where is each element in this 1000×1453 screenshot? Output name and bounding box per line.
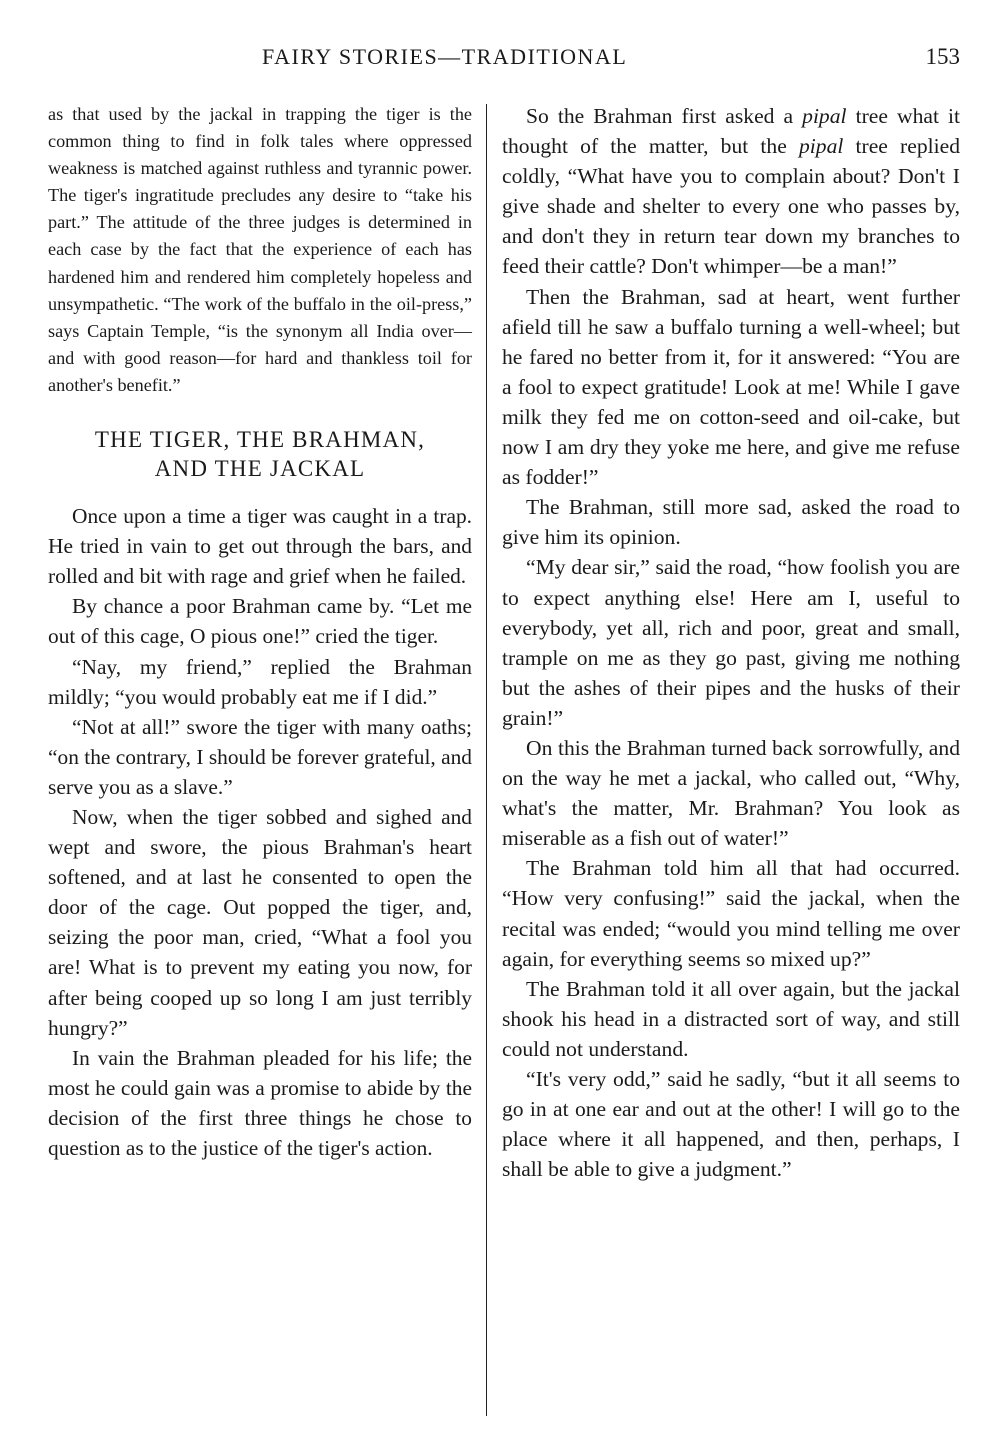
paragraph: The Brahman told him all that had occurred. “How very confusing!” said the jackal, when the recital was ended; “would you mind telling me over again, for everything seems so mixed up?” <box>502 856 960 971</box>
paragraph: Now, when the tiger sobbed and sighed and wept and swore, the pious Brahman's heart softened, and at last he consented to open the door of the cage. Out popped the tiger, and, seizing the poor man, cried, “What a fool you are! What is to prevent my eating you now, for after being cooped up so long I am just terribly hungry?” <box>48 804 472 1040</box>
text-run: So the Brahman first asked a <box>526 104 803 128</box>
paragraph: “My dear sir,” said the road, “how foolish you are to expect anything else! Here am I, useful to everybody, yet all, rich and poor, great and small, trample on me as they go past, giving me nothing but the ashes of their pipes and the husks of their grain!” <box>502 555 960 730</box>
paragraph: “It's very odd,” said he sadly, “but it all seems to go in at one ear and out at the other! I will go to the place where it all happened, and then, perhaps, I shall be able to give a judgment.” <box>502 1067 960 1182</box>
column-divider <box>486 104 487 1416</box>
paragraph: By chance a poor Brahman came by. “Let me out of this cage, O pious one!” cried the tiger. <box>48 594 472 649</box>
running-title: FAIRY STORIES—TRADITIONAL <box>262 44 628 69</box>
left-column <box>48 101 472 1163</box>
paragraph: “Nay, my friend,” replied the Brahman mildly; “you would probably eat me if I did.” <box>48 654 472 709</box>
paragraph: Then the Brahman, sad at heart, went further afield till he saw a buffalo turning a well-wheel; but he fared no better from it, for it answered: “You are a fool to expect gratitude! Look at me! While I gave milk they fed me on cotton-seed and oil-cake, but now I am dry they yoke me here, and give me refuse as fodder!” <box>502 284 960 490</box>
right-column <box>502 101 960 1184</box>
page-header <box>0 44 1000 80</box>
story-title-line-2: AND THE JACKAL <box>154 456 366 482</box>
paragraph: On this the Brahman turned back sorrowfully, and on the way he met a jackal, who called out, “Why, what's the matter, Mr. Brahman? You look as miserable as a fish out of water!” <box>502 735 960 851</box>
italic-word: pipal <box>802 104 847 128</box>
paragraph: In vain the Brahman pleaded for his life; the most he could gain was a promise to abide by the decision of the first three things he chose to question as to the justice of the tiger's action. <box>48 1045 472 1160</box>
text-run: tree replied coldly, “What have you to complain about? Don't I give shade and shelter to every one who passes by, and don't they in return tear down my branches to feed their cattle? Don't whimper—be a man!” <box>502 134 961 279</box>
text-run: tree what it thought of the matter, but the <box>502 104 960 159</box>
paragraph: “Not at all!” swore the tiger with many oaths; “on the contrary, I should be forever grateful, and serve you as a slave.” <box>48 714 472 799</box>
paragraph: Once upon a time a tiger was caught in a trap. He tried in vain to get out through the bars, and rolled and bit with rage and grief when he failed. <box>48 504 472 589</box>
footnote-text: as that used by the jackal in trapping the tiger is the common thing to find in folk tales where oppressed weakness is matched against ruthless and tyrannic power. The tiger's ingratitude precludes any desire to “take his part.” The attitude of the three judges is determined in each case by the fact that the experience of each has hardened him and rendered him completely hopeless and unsympathetic. “The work of the buffalo in the oil-press,” says Captain Temple, “is the synonym all India over—and with good reason—for hard and thankless toil for another's benefit.” <box>48 104 472 395</box>
paragraph <box>502 101 960 282</box>
story-title-line-1: THE TIGER, THE BRAHMAN, <box>94 427 426 453</box>
paragraph: The Brahman, still more sad, asked the road to give him its opinion. <box>502 495 960 550</box>
story-title <box>48 425 472 483</box>
page-number: 153 <box>925 44 960 69</box>
paragraph: The Brahman told it all over again, but the jackal shook his head in a distracted sort of way, and still could not understand. <box>502 976 960 1061</box>
italic-word: pipal <box>798 134 844 159</box>
